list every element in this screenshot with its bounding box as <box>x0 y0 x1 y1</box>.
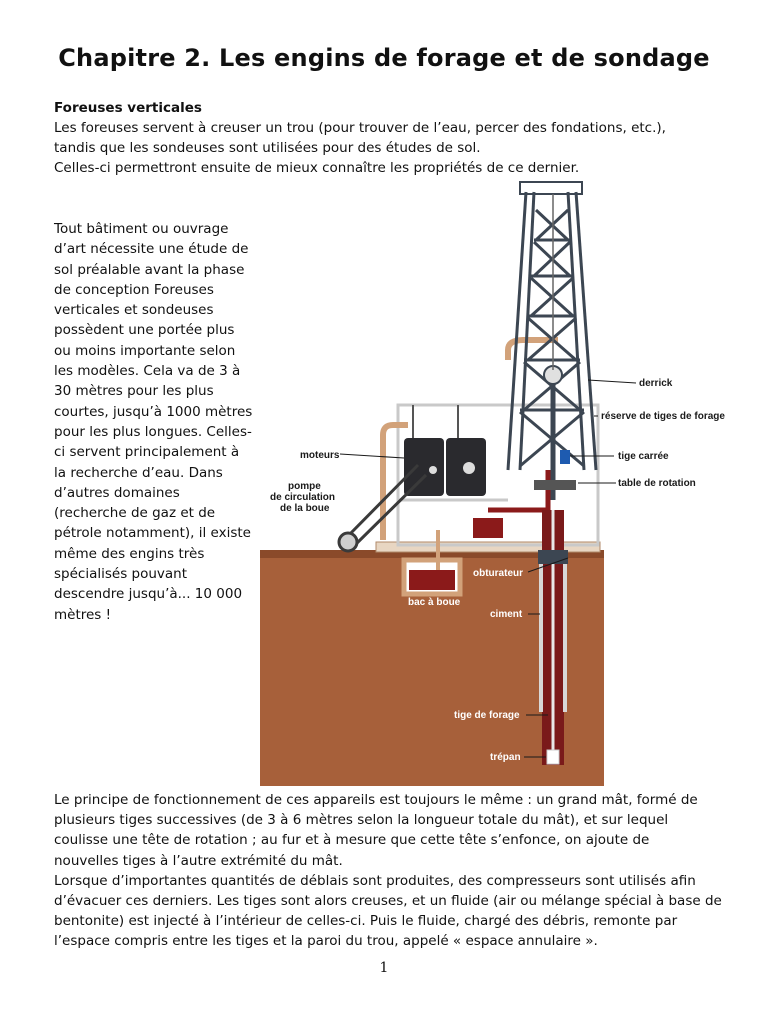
page-title: Chapitre 2. Les engins de forage et de sondage <box>58 44 710 72</box>
bottom-line: d’évacuer ces derniers. Les tiges sont alors creuses, et un fluide (air ou mélange spécial à base de <box>54 893 722 910</box>
bottom-line: coulisse une tête de rotation ; au fur et à mesure que cette tête s’enfonce, on ajoute de <box>54 832 650 849</box>
mud-pit-fill <box>409 570 455 590</box>
bottom-line: l’espace compris entre les tiges et la paroi du trou, appelé « espace annulaire ». <box>54 933 598 950</box>
left-column-text: Tout bâtiment ou ouvrage d’art nécessite une étude de sol préalable avant la phase de conception Foreuses verticales et sondeuses possèdent une portée plus ou moins importante selon les modèles. Cela va de 3 à 30 mètres pour les plus courtes, jusqu’à 1000 mètres pour les plus longues. Celles-ci servent principalement à la recherche d’eau. Dans d’autres domaines (recherche de gaz et de pétrole notamment), il existe même des engins très spécialisés pouvant descendre jusqu’à... 10 000 mètres ! <box>54 221 253 623</box>
bottom-line: Lorsque d’importantes quantités de déblais sont produites, des compresseurs sont utilisés afin <box>54 872 696 889</box>
page-number: 1 <box>379 960 389 976</box>
drill-bit <box>547 750 559 764</box>
shale-shaker <box>473 518 503 538</box>
square-kelly <box>560 450 570 464</box>
motor-1-shaft <box>429 466 437 474</box>
motor-1 <box>404 438 444 496</box>
intro-section <box>54 98 754 178</box>
label-pompe-3: de la boue <box>280 503 330 514</box>
label-tige-forage: tige de forage <box>454 710 520 721</box>
label-tamis: tamis <box>410 514 437 525</box>
label-ciment: ciment <box>490 609 523 620</box>
pump-pulley <box>339 533 357 551</box>
label-bac-boue: bac à boue <box>408 597 461 608</box>
drive-belt-return <box>354 475 426 546</box>
label-pompe: pompe <box>288 481 321 492</box>
cement-right <box>563 552 567 712</box>
label-derrick: derrick <box>639 378 673 389</box>
label-trepan: trépan <box>490 752 521 763</box>
intro-line: tandis que les sondeuses sont utilisées pour des études de sol. <box>54 140 481 156</box>
bottom-line: bentonite) est injecté à l’intérieur de celles-ci. Puis le fluide, chargé des débris, remonte par <box>54 913 678 930</box>
bottom-line: nouvelles tiges à l’autre extrémité du mât. <box>54 852 343 869</box>
bottom-line: plusieurs tiges successives (de 3 à 6 mètres selon la longueur totale du mât), et sur lequel <box>54 812 669 829</box>
bottom-line: Le principe de fonctionnement de ces appareils est toujours le même : un grand mât, formé de <box>54 792 698 808</box>
intro-line: Celles-ci permettront ensuite de mieux connaître les propriétés de ce dernier. <box>54 160 580 176</box>
section-subtitle: Foreuses verticales <box>54 100 202 116</box>
cement-left <box>539 552 543 712</box>
intro-line: Les foreuses servent à creuser un trou (pour trouver de l’eau, percer des fondations, etc.), <box>54 120 666 136</box>
label-tige-carree: tige carrée <box>618 451 669 462</box>
label-pompe-2: de circulation <box>270 492 336 503</box>
drilling-rig-figure <box>258 180 758 786</box>
label-moteurs: moteurs <box>300 450 340 461</box>
drilling-rig-illustration <box>258 180 758 786</box>
blowout-preventer <box>538 550 568 564</box>
bottom-section <box>54 790 760 952</box>
motor-2-shaft <box>463 462 475 474</box>
rotary-table <box>534 480 576 490</box>
label-reserve: réserve de tiges de forage <box>601 411 725 422</box>
label-obturateur: obturateur <box>473 568 523 579</box>
label-table-rotation: table de rotation <box>618 478 696 489</box>
